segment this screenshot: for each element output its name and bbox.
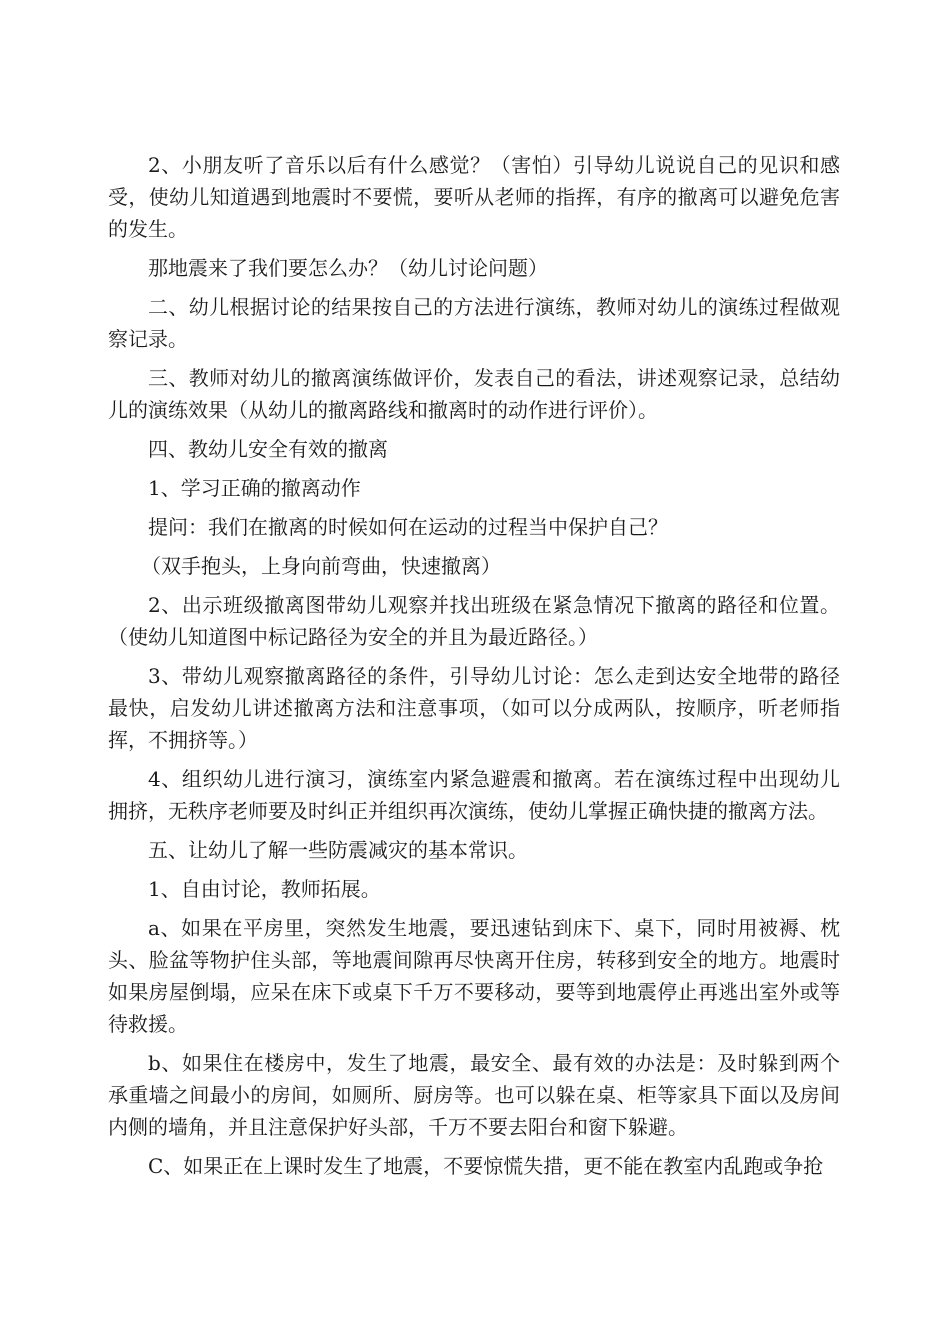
paragraph-14: a、如果在平房里，突然发生地震，要迅速钻到床下、桌下，同时用被褥、枕头、脸盆等物护住头部，等地震间隙再尽快离开住房，转移到安全的地方。地震时如果房屋倒塌，应呆在床下或桌下千万不要移动，要等到地震停止再逃出室外或等待救援。: [108, 916, 840, 1036]
paragraph-6: 1、学习正确的撤离动作: [148, 476, 361, 500]
paragraph-10: 3、带幼儿观察撤离路径的条件，引导幼儿讨论：怎么走到达安全地带的路径最快，启发幼儿讲述撤离方法和注意事项，（如可以分成两队，按顺序，听老师指挥，不拥挤等。）: [108, 664, 840, 752]
paragraph-5: 四、教幼儿安全有效的撤离: [148, 437, 388, 461]
paragraph-16: C、如果正在上课时发生了地震，不要惊慌失措，更不能在教室内乱跑或争抢: [148, 1154, 824, 1178]
paragraph-4: 三、教师对幼儿的撤离演练做评价，发表自己的看法，讲述观察记录，总结幼儿的演练效果（从幼儿的撤离路线和撤离时的动作进行评价）。: [108, 366, 840, 422]
paragraph-11: 4、组织幼儿进行演习，演练室内紧急避震和撤离。若在演练过程中出现幼儿拥挤，无秩序老师要及时纠正并组织再次演练，使幼儿掌握正确快捷的撤离方法。: [108, 767, 840, 823]
paragraph-12: 五、让幼儿了解一些防震减灾的基本常识。: [148, 838, 528, 862]
paragraph-8: （双手抱头，上身向前弯曲，快速撤离）: [141, 554, 501, 578]
paragraph-1: 2、小朋友听了音乐以后有什么感觉？（害怕）引导幼儿说说自己的见识和感受，使幼儿知道遇到地震时不要慌，要听从老师的指挥，有序的撤离可以避免危害的发生。: [108, 153, 840, 241]
paragraph-13: 1、自由讨论，教师拓展。: [148, 877, 381, 901]
paragraph-3: 二、幼儿根据讨论的结果按自己的方法进行演练，教师对幼儿的演练过程做观察记录。: [108, 295, 840, 351]
paragraph-15: b、如果住在楼房中，发生了地震，最安全、最有效的办法是：及时躲到两个承重墙之间最小的房间，如厕所、厨房等。也可以躲在桌、柜等家具下面以及房间内侧的墙角，并且注意保护好头部，千万不要去阳台和窗下躲避。: [108, 1051, 840, 1139]
paragraph-2: 那地震来了我们要怎么办？（幼儿讨论问题）: [148, 256, 548, 280]
document-body: [108, 149, 840, 1189]
paragraph-7: 提问：我们在撤离的时候如何在运动的过程当中保护自己？: [148, 515, 668, 539]
paragraph-9: 2、出示班级撤离图带幼儿观察并找出班级在紧急情况下撤离的路径和位置。（使幼儿知道图中标记路径为安全的并且为最近路径。）: [108, 593, 840, 649]
